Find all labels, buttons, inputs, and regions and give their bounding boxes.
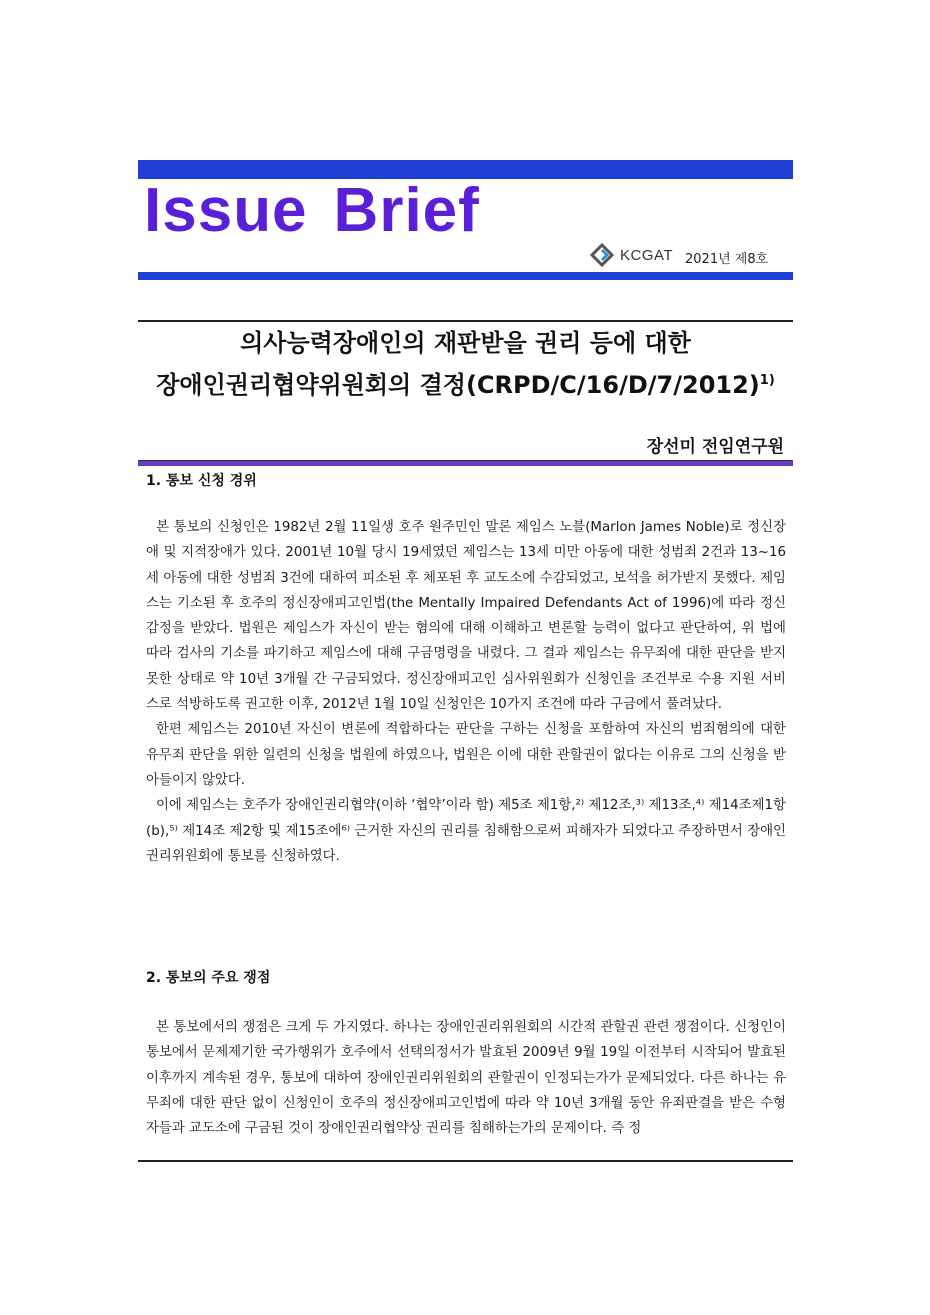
author: 장선미 전임연구원 [646,437,784,457]
section-1-heading: 1. 통보 신청 경위 [146,473,257,489]
kcgat-logo [590,242,673,268]
title-word-issue: Issue [144,176,308,245]
section-2-body [146,1015,786,1141]
section-1-paragraph: 본 통보의 신청인은 1982년 2월 11일생 호주 원주민인 말론 제임스 노블(Marlon James Noble)로 정신장애 및 지적장애가 있다. 2001년 10월 당시 19세였던 제임스는 13세 미만 아동에 대한 성범죄 2건과 13~16세 아동에 대한 성범죄 3건에 대하여 피소된 후 체포된 후 교도소에 수감되었고, 보석을 허가받지 못했다. 제임스는 기소된 후 호주의 정신장애피고인법(the Mentally Impaired Defendants Act of 1996)에 따라 정신감정을 받았다. 법원은 제임스가 자신이 받는 혐의에 대해 이해하고 변론할 능력이 없다고 판단하여, 위 법에 따라 검사의 기소를 파기하고 제임스에 대해 구금명령을 내렸다. 그 결과 제임스는 유무죄에 대한 판단을 받지 못한 상태로 약 10년 3개월 간 구금되었다. 정신장애피고인 심사위원회가 신청인을 조건부로 수용 지원 서비스로 석방하도록 권고한 이후, 2012년 1월 10일 신청인은 10가지 조건에 따라 구금에서 풀려났다. [146,520,786,713]
issue-number: 2021년 제8호 [685,252,769,267]
title-top-rule [138,320,793,322]
title-footnote-ref[interactable]: 1) [759,373,775,388]
title-line-1: 의사능력장애인의 재판받을 권리 등에 대한 [240,329,691,357]
issue-brief-title [144,176,480,246]
section-1-paragraph: 이에 제임스는 호주가 장애인권리협약(이하 ‘협약’이라 함) 제5조 제1항,²⁾ 제12조,³⁾ 제13조,⁴⁾ 제14조제1항 (b),⁵⁾ 제14조 제2항 및 제15조에⁶⁾ 근거한 자신의 권리를 침해함으로써 피해자가 되었다고 주장하면서 장애인권리위원회에 통보를 신청하였다. [146,798,786,864]
title-line-2 [138,362,793,404]
logo-text: KCGAT [620,246,674,264]
section-2-heading: 2. 통보의 주요 쟁점 [146,970,271,986]
title-word-brief: Brief [333,176,480,245]
section-1-body [146,515,786,869]
page-bottom-rule [138,1160,793,1162]
section-2-paragraph: 본 통보에서의 쟁점은 크게 두 가지였다. 하나는 장애인권리위원회의 시간적 관할권 관련 쟁점이다. 신청인이 통보에서 문제제기한 국가행위가 호주에서 선택의정서가 발효된 2009년 9월 19일 이전부터 시작되어 발효된 이후까지 계속된 경우, 통보에 대하여 장애인권리위원회의 관할권이 인정되는가가 문제되었다. 다른 하나는 유무죄에 대한 판단 없이 신청인이 호주의 정신장애피고인법에 따라 약 10년 3개월 동안 유죄판결을 받은 수형자들과 교도소에 구금된 것이 장애인권리협약상 권리를 침해하는가의 문제이다. 즉 정 [146,1020,786,1137]
section-divider [138,460,793,466]
kcgat-logo-icon [590,243,614,267]
document-title [138,325,793,404]
header-bottom-bar [138,272,793,280]
title-line-2-text: 장애인권리협약위원회의 결정(CRPD/C/16/D/7/2012) [156,371,760,399]
section-1-paragraph: 한편 제임스는 2010년 자신이 변론에 적합하다는 판단을 구하는 신청을 포함하여 자신의 범죄혐의에 대한 유무죄 판단을 위한 일련의 신청을 법원에 하였으나, 법원은 이에 대한 관할권이 없다는 이유로 그의 신청을 받아들이지 않았다. [146,722,786,788]
